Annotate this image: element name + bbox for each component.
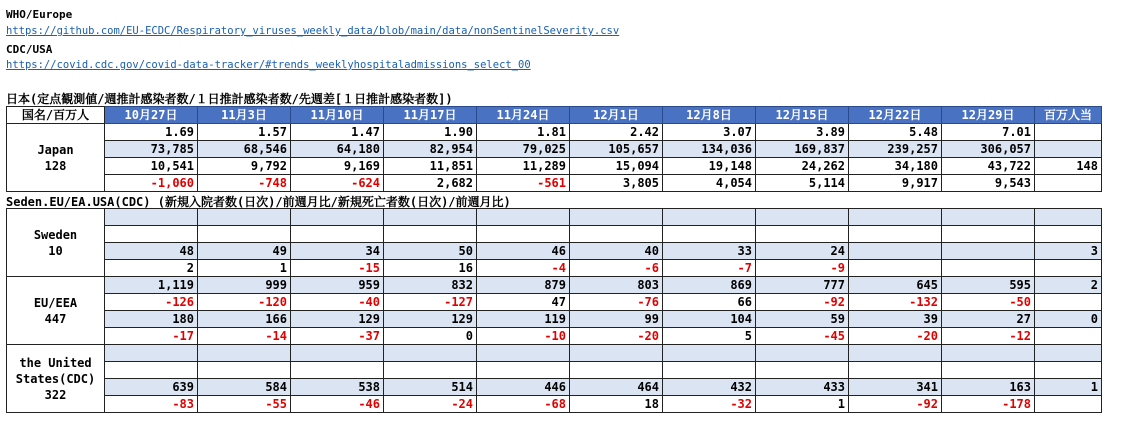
value-cell: -45 (756, 328, 849, 345)
value-cell (384, 209, 477, 226)
value-cell: 34,180 (849, 158, 942, 175)
value-cell: 16 (384, 260, 477, 277)
value-cell: 538 (291, 379, 384, 396)
value-cell: 2,682 (384, 175, 477, 192)
value-cell: 43,722 (942, 158, 1035, 175)
value-cell: 129 (291, 311, 384, 328)
value-cell: 105,657 (570, 141, 663, 158)
value-cell: 879 (477, 277, 570, 294)
table-row (7, 294, 1102, 311)
value-cell (756, 226, 849, 243)
value-cell (663, 362, 756, 379)
eu-name-cell (7, 277, 105, 345)
value-cell (477, 362, 570, 379)
value-cell: 959 (291, 277, 384, 294)
value-cell: 595 (942, 277, 1035, 294)
value-cell: 166 (198, 311, 291, 328)
value-cell: -55 (198, 396, 291, 413)
value-cell: 40 (570, 243, 663, 260)
header-per-million: 百万人当 (1035, 107, 1102, 124)
japan-table (6, 106, 1102, 192)
value-cell: -46 (291, 396, 384, 413)
value-cell (849, 345, 942, 362)
value-cell: 869 (663, 277, 756, 294)
value-cell (570, 345, 663, 362)
table-row (7, 345, 1102, 362)
value-cell (663, 226, 756, 243)
value-cell (105, 226, 198, 243)
value-cell (942, 362, 1035, 379)
value-cell: 34 (291, 243, 384, 260)
sweden-name-cell (7, 209, 105, 277)
value-cell: -1,060 (105, 175, 198, 192)
value-cell: -14 (198, 328, 291, 345)
country-population: 10 (48, 243, 63, 258)
value-cell (291, 345, 384, 362)
who-data-link[interactable]: https://github.com/EU-ECDC/Respiratory_viruses_weekly_data/blob/main/data/nonSentinelSeverity.csv (6, 25, 620, 37)
country-name: Japan (37, 142, 74, 157)
value-cell (570, 362, 663, 379)
value-cell: -178 (942, 396, 1035, 413)
value-cell: 39 (849, 311, 942, 328)
value-cell (663, 209, 756, 226)
value-cell (942, 209, 1035, 226)
value-cell: -50 (942, 294, 1035, 311)
value-cell: 27 (942, 311, 1035, 328)
table-row (7, 362, 1102, 379)
value-cell: 68,546 (198, 141, 291, 158)
value-cell: -126 (105, 294, 198, 311)
value-cell (942, 260, 1035, 277)
value-cell: 9,917 (849, 175, 942, 192)
value-cell: 446 (477, 379, 570, 396)
countries-table (6, 208, 1102, 413)
table-row (7, 124, 1102, 141)
header-date: 10月27日 (105, 107, 198, 124)
value-cell (291, 209, 384, 226)
table-row (7, 226, 1102, 243)
value-cell: 46 (477, 243, 570, 260)
table-row (7, 311, 1102, 328)
value-cell: 1.69 (105, 124, 198, 141)
value-cell (291, 362, 384, 379)
header-date: 12月29日 (942, 107, 1035, 124)
value-cell: 1 (756, 396, 849, 413)
header-date: 11月10日 (291, 107, 384, 124)
value-cell (198, 362, 291, 379)
value-cell: -40 (291, 294, 384, 311)
value-cell: 9,543 (942, 175, 1035, 192)
country-name: EU/EEA (33, 295, 78, 310)
value-cell: 3.07 (663, 124, 756, 141)
value-cell (942, 345, 1035, 362)
value-cell: 180 (105, 311, 198, 328)
value-cell: 24 (756, 243, 849, 260)
value-cell (477, 226, 570, 243)
header-date: 12月22日 (849, 107, 942, 124)
value-cell: 5,114 (756, 175, 849, 192)
value-cell: 0 (384, 328, 477, 345)
value-cell: -24 (384, 396, 477, 413)
value-cell: -6 (570, 260, 663, 277)
value-cell: -92 (756, 294, 849, 311)
value-cell: -748 (198, 175, 291, 192)
value-cell: 15,094 (570, 158, 663, 175)
value-cell (756, 209, 849, 226)
header-country-pop: 国名/百万人 (7, 107, 105, 124)
value-cell: 1 (198, 260, 291, 277)
value-cell: 7.01 (942, 124, 1035, 141)
value-cell (942, 226, 1035, 243)
table-row (7, 328, 1102, 345)
table-row (7, 158, 1102, 175)
per-million-cell (1035, 141, 1102, 158)
table-row (7, 379, 1102, 396)
value-cell: 2 (105, 260, 198, 277)
value-cell: -20 (570, 328, 663, 345)
value-cell: 50 (384, 243, 477, 260)
value-cell: 11,289 (477, 158, 570, 175)
value-cell (756, 362, 849, 379)
value-cell (198, 209, 291, 226)
value-cell: 341 (849, 379, 942, 396)
value-cell: -624 (291, 175, 384, 192)
per-million-cell (1035, 175, 1102, 192)
table-row (7, 141, 1102, 158)
value-cell: 3,805 (570, 175, 663, 192)
country-population: 128 (44, 158, 67, 173)
value-cell (942, 243, 1035, 260)
japan-name-cell (7, 124, 105, 192)
table-row (7, 277, 1102, 294)
per-million-cell (1035, 328, 1102, 345)
value-cell (384, 345, 477, 362)
table-header-row (7, 107, 1102, 124)
value-cell: 5.48 (849, 124, 942, 141)
per-million-cell (1035, 260, 1102, 277)
value-cell (291, 226, 384, 243)
value-cell: 999 (198, 277, 291, 294)
value-cell: 169,837 (756, 141, 849, 158)
table-row (7, 396, 1102, 413)
value-cell: 24,262 (756, 158, 849, 175)
per-million-cell: 3 (1035, 243, 1102, 260)
value-cell (384, 226, 477, 243)
per-million-cell (1035, 396, 1102, 413)
value-cell: -132 (849, 294, 942, 311)
value-cell: 47 (477, 294, 570, 311)
value-cell: 1.47 (291, 124, 384, 141)
value-cell: 48 (105, 243, 198, 260)
per-million-cell (1035, 209, 1102, 226)
table-row (7, 243, 1102, 260)
value-cell: 79,025 (477, 141, 570, 158)
value-cell: -4 (477, 260, 570, 277)
value-cell: 9,169 (291, 158, 384, 175)
header-date: 12月15日 (756, 107, 849, 124)
value-cell: 1.90 (384, 124, 477, 141)
header-date: 11月3日 (198, 107, 291, 124)
value-cell: 239,257 (849, 141, 942, 158)
value-cell: -92 (849, 396, 942, 413)
value-cell: 584 (198, 379, 291, 396)
value-cell (570, 226, 663, 243)
per-million-cell: 2 (1035, 277, 1102, 294)
usa-name-cell (7, 345, 105, 413)
value-cell (849, 226, 942, 243)
table-row (7, 209, 1102, 226)
value-cell: 514 (384, 379, 477, 396)
value-cell: -15 (291, 260, 384, 277)
value-cell: -120 (198, 294, 291, 311)
value-cell (384, 362, 477, 379)
per-million-cell: 1 (1035, 379, 1102, 396)
country-population: 322 (44, 387, 67, 402)
value-cell: 645 (849, 277, 942, 294)
value-cell (849, 209, 942, 226)
value-cell: -20 (849, 328, 942, 345)
value-cell: 99 (570, 311, 663, 328)
value-cell: 432 (663, 379, 756, 396)
value-cell (105, 345, 198, 362)
per-million-cell: 0 (1035, 311, 1102, 328)
per-million-cell (1035, 345, 1102, 362)
header-date: 11月17日 (384, 107, 477, 124)
per-million-cell (1035, 226, 1102, 243)
value-cell (105, 209, 198, 226)
value-cell (477, 209, 570, 226)
header-date: 12月8日 (663, 107, 756, 124)
value-cell: 11,851 (384, 158, 477, 175)
japan-section-title: 日本(定点観測値/週推計感染者数/１日推計感染者数/先週差[１日推計感染者数]) (6, 92, 453, 106)
value-cell: -127 (384, 294, 477, 311)
country-name: the United (19, 355, 92, 370)
header-date: 11月24日 (477, 107, 570, 124)
header-date: 12月1日 (570, 107, 663, 124)
value-cell: 59 (756, 311, 849, 328)
value-cell: 5 (663, 328, 756, 345)
who-label: WHO/Europe (6, 8, 73, 21)
value-cell: -7 (663, 260, 756, 277)
value-cell: 134,036 (663, 141, 756, 158)
value-cell (663, 345, 756, 362)
value-cell: 73,785 (105, 141, 198, 158)
value-cell: 33 (663, 243, 756, 260)
value-cell: -37 (291, 328, 384, 345)
value-cell: 104 (663, 311, 756, 328)
value-cell: 639 (105, 379, 198, 396)
value-cell: -83 (105, 396, 198, 413)
value-cell (849, 260, 942, 277)
value-cell: -32 (663, 396, 756, 413)
value-cell: 82,954 (384, 141, 477, 158)
value-cell: -12 (942, 328, 1035, 345)
value-cell: -9 (756, 260, 849, 277)
country-population: 447 (44, 311, 67, 326)
per-million-cell (1035, 294, 1102, 311)
value-cell: 777 (756, 277, 849, 294)
per-million-cell (1035, 362, 1102, 379)
value-cell: 19,148 (663, 158, 756, 175)
value-cell: 163 (942, 379, 1035, 396)
value-cell (105, 362, 198, 379)
table-row (7, 175, 1102, 192)
table-row (7, 260, 1102, 277)
other-section-title: Seden.EU/EA.USA(CDC) (新規入院者数(日次)/前週月比/新規死亡者数(日次)/前週月比) (6, 195, 511, 209)
value-cell: 18 (570, 396, 663, 413)
value-cell: -68 (477, 396, 570, 413)
value-cell: 1.57 (198, 124, 291, 141)
value-cell (198, 345, 291, 362)
value-cell: 803 (570, 277, 663, 294)
country-name: Sweden (33, 227, 78, 242)
value-cell: -561 (477, 175, 570, 192)
value-cell: 9,792 (198, 158, 291, 175)
value-cell: -10 (477, 328, 570, 345)
value-cell (570, 209, 663, 226)
per-million-cell (1035, 124, 1102, 141)
value-cell: 10,541 (105, 158, 198, 175)
value-cell: 464 (570, 379, 663, 396)
value-cell (198, 226, 291, 243)
value-cell: 1,119 (105, 277, 198, 294)
value-cell: 4,054 (663, 175, 756, 192)
value-cell: 66 (663, 294, 756, 311)
value-cell: 433 (756, 379, 849, 396)
value-cell: 3.89 (756, 124, 849, 141)
value-cell: 119 (477, 311, 570, 328)
value-cell: 49 (198, 243, 291, 260)
country-name-cont: States(CDC) (15, 371, 96, 386)
cdc-label: CDC/USA (6, 43, 53, 56)
value-cell (849, 243, 942, 260)
value-cell (477, 345, 570, 362)
cdc-data-link[interactable]: https://covid.cdc.gov/covid-data-tracker/#trends_weeklyhospitaladmissions_select_00 (6, 59, 531, 71)
value-cell: 306,057 (942, 141, 1035, 158)
value-cell: 2.42 (570, 124, 663, 141)
value-cell: 832 (384, 277, 477, 294)
per-million-cell: 148 (1035, 158, 1102, 175)
value-cell: 129 (384, 311, 477, 328)
value-cell (756, 345, 849, 362)
value-cell: 64,180 (291, 141, 384, 158)
value-cell: 1.81 (477, 124, 570, 141)
value-cell (849, 362, 942, 379)
value-cell: -76 (570, 294, 663, 311)
value-cell: -17 (105, 328, 198, 345)
